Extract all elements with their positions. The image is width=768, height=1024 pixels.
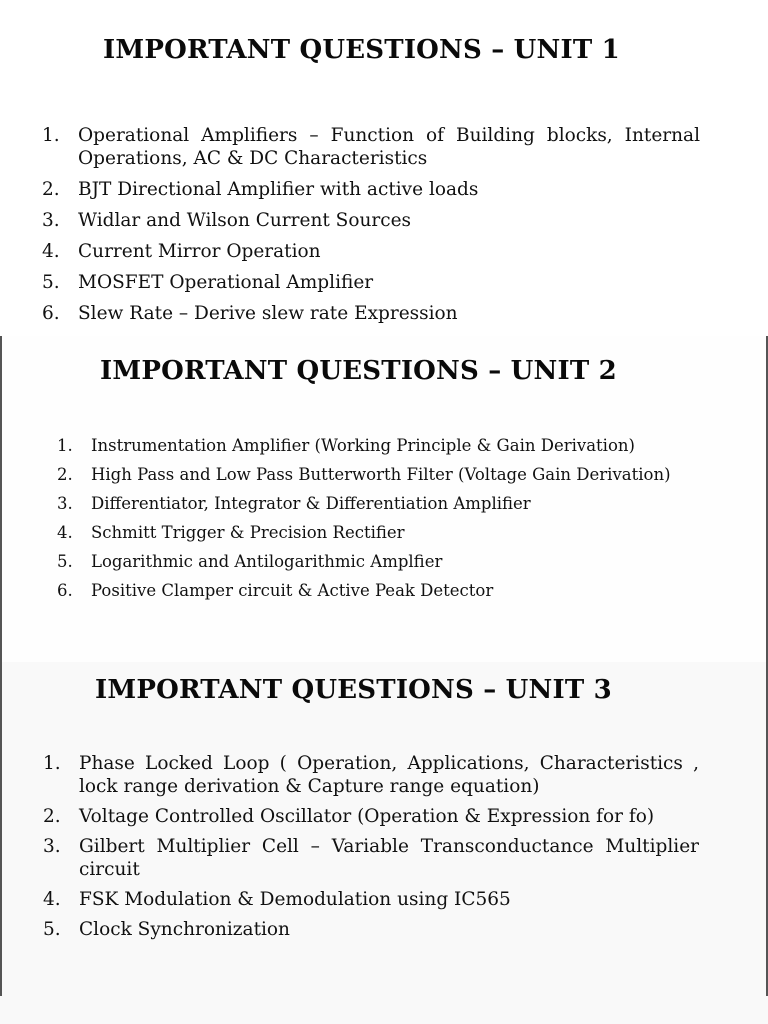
unit-2-title: IMPORTANT QUESTIONS – UNIT 2 — [100, 356, 617, 386]
question-text: Gilbert Multiplier Cell – Variable Transconductance Multiplier circuit — [79, 836, 699, 880]
item-number: 1. — [57, 436, 73, 455]
list-item — [43, 918, 699, 941]
item-number: 3. — [43, 836, 61, 857]
page-edge-left — [0, 336, 2, 662]
list-item — [43, 752, 699, 798]
question-text: MOSFET Operational Amplifier — [78, 272, 374, 293]
unit-1-title: IMPORTANT QUESTIONS – UNIT 1 — [103, 35, 620, 65]
list-item — [57, 580, 707, 601]
list-item — [57, 435, 707, 456]
list-item — [57, 551, 707, 572]
item-number: 5. — [43, 919, 61, 940]
question-text: Positive Clamper circuit & Active Peak Detector — [91, 581, 494, 600]
question-text: Operational Amplifiers – Function of Building blocks, Internal Operations, AC & DC Characteristics — [78, 125, 700, 169]
item-number: 1. — [42, 125, 60, 146]
item-number: 3. — [42, 210, 60, 231]
list-item — [42, 124, 700, 170]
question-text: Instrumentation Amplifier (Working Principle & Gain Derivation) — [91, 436, 635, 455]
question-text: FSK Modulation & Demodulation using IC565 — [79, 889, 511, 910]
question-text: Slew Rate – Derive slew rate Expression — [78, 303, 458, 324]
question-text: Widlar and Wilson Current Sources — [78, 210, 412, 231]
list-item — [42, 271, 700, 294]
item-number: 3. — [57, 494, 73, 513]
list-item — [43, 835, 699, 881]
question-text: Current Mirror Operation — [78, 241, 321, 262]
unit-3-section — [0, 662, 768, 1024]
item-number: 5. — [57, 552, 73, 571]
unit-3-title: IMPORTANT QUESTIONS – UNIT 3 — [95, 675, 612, 705]
unit-1-section — [0, 0, 768, 336]
item-number: 4. — [42, 241, 60, 262]
list-item — [43, 888, 699, 911]
item-number: 2. — [43, 806, 61, 827]
list-item — [42, 209, 700, 232]
question-text: Voltage Controlled Oscillator (Operation & Expression for fo) — [79, 806, 655, 827]
list-item — [57, 464, 707, 485]
list-item — [57, 522, 707, 543]
unit-1-question-list — [42, 124, 700, 333]
list-item — [42, 178, 700, 201]
question-text: Schmitt Trigger & Precision Rectifier — [91, 523, 405, 542]
question-text: Clock Synchronization — [79, 919, 290, 940]
list-item — [42, 240, 700, 263]
page-edge-left — [0, 662, 2, 996]
item-number: 6. — [57, 581, 73, 600]
question-text: Differentiator, Integrator & Differentiation Amplifier — [91, 494, 531, 513]
list-item — [42, 302, 700, 325]
unit-2-question-list — [57, 435, 707, 609]
item-number: 5. — [42, 272, 60, 293]
item-number: 2. — [42, 179, 60, 200]
question-text: Phase Locked Loop ( Operation, Applications, Characteristics , lock range derivation & Capture range equation) — [79, 753, 699, 797]
item-number: 2. — [57, 465, 73, 484]
list-item — [43, 805, 699, 828]
item-number: 1. — [43, 753, 61, 774]
list-item — [57, 493, 707, 514]
item-number: 4. — [57, 523, 73, 542]
question-text: BJT Directional Amplifier with active loads — [78, 179, 479, 200]
unit-2-section — [0, 336, 768, 662]
question-text: High Pass and Low Pass Butterworth Filter (Voltage Gain Derivation) — [91, 465, 671, 484]
item-number: 4. — [43, 889, 61, 910]
item-number: 6. — [42, 303, 60, 324]
unit-3-question-list — [43, 752, 699, 948]
question-text: Logarithmic and Antilogarithmic Amplfier — [91, 552, 443, 571]
